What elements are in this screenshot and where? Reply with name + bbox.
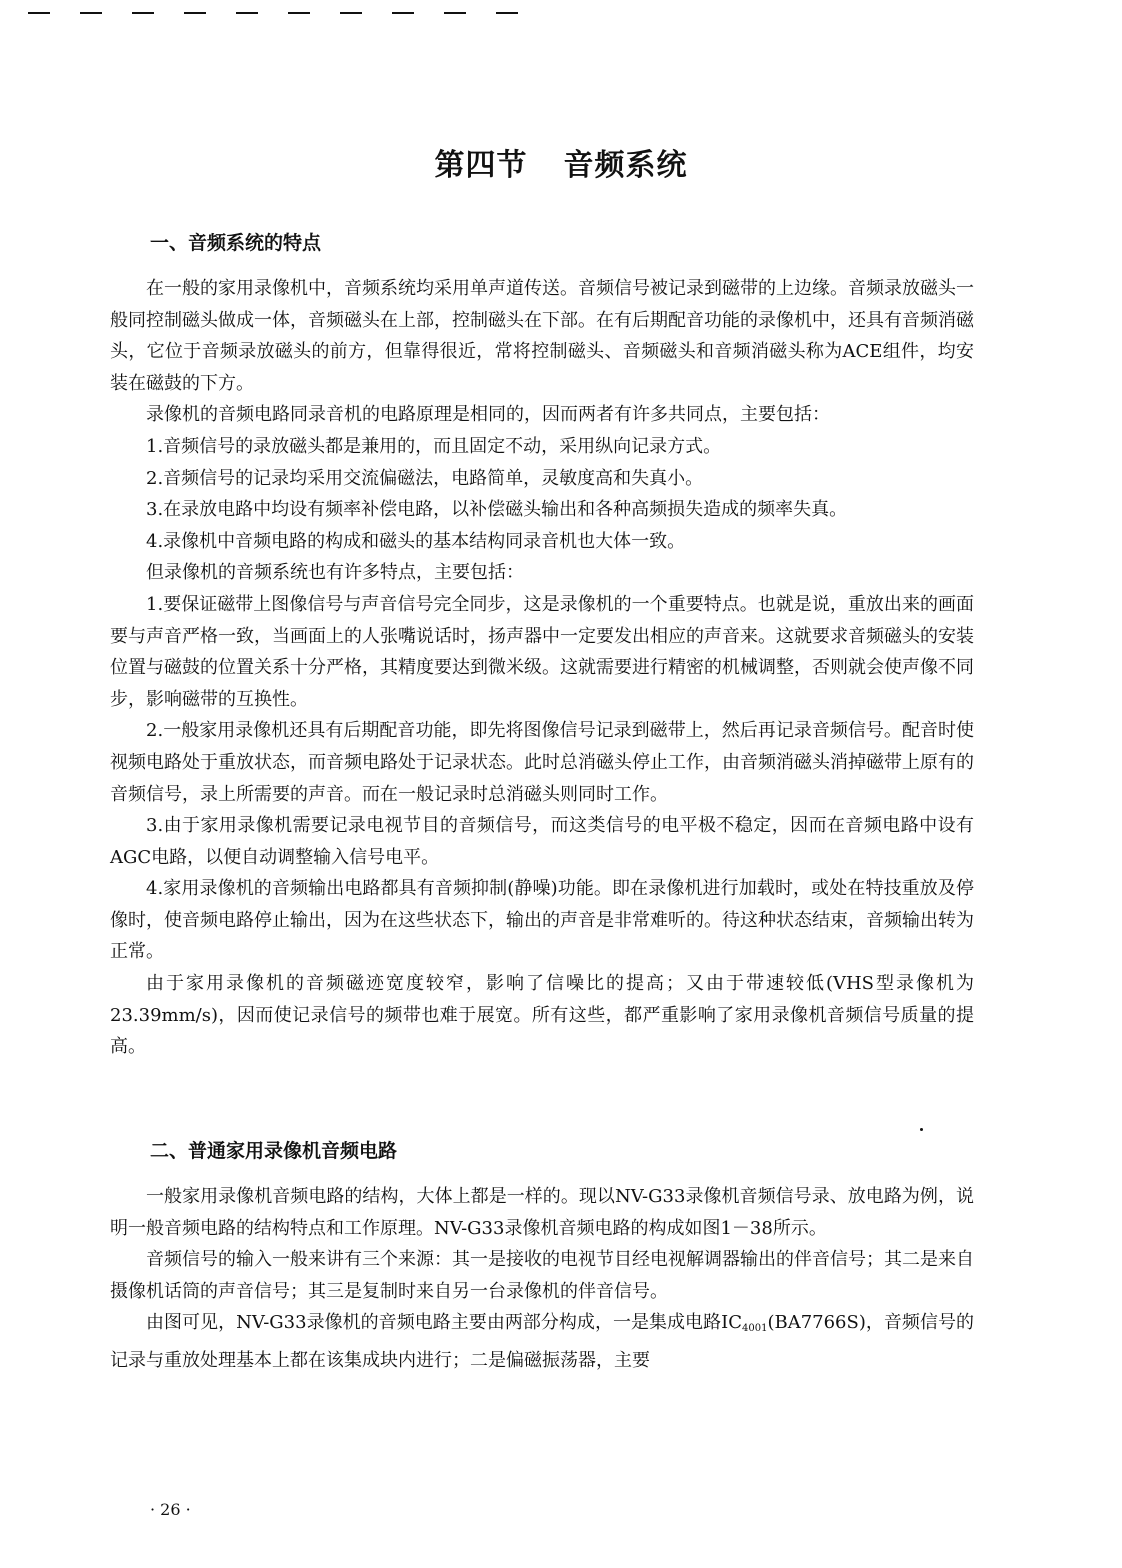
paragraph-text: (BA7766S)，音频信号的记录与重放处理基本上都在该集成块内进行；二是偏磁振荡器，主要 xyxy=(110,1312,974,1371)
paragraph: 3.由于家用录像机需要记录电视节目的音频信号，而这类信号的电平极不稳定，因而在音频电路中设有AGC电路，以便自动调整输入信号电平。 xyxy=(110,815,974,868)
stray-dot xyxy=(920,1128,923,1131)
section-1-body xyxy=(110,273,974,1063)
paragraph: 1.要保证磁带上图像信号与声音信号完全同步，这是录像机的一个重要特点。也就是说，重放出来的画面要与声音严格一致，当画面上的人张嘴说话时，扬声器中一定要发出相应的声音来。这就要求音频磁头的安装位置与磁鼓的位置关系十分严格，其精度要达到微米级。这就需要进行精密的机械调整，否则就会使声像不同步，影响磁带的互换性。 xyxy=(110,593,974,710)
page-number: · 26 · xyxy=(150,1500,191,1519)
paragraph: 4.家用录像机的音频输出电路都具有音频抑制(静噪)功能。即在录像机进行加载时，或处在特技重放及停像时，使音频电路停止输出，因为在这些状态下，输出的声音是非常难听的。待这种状态结束，音频输出转为正常。 xyxy=(110,878,974,963)
paragraph: 但录像机的音频系统也有许多特点，主要包括： xyxy=(146,562,524,584)
paragraph: 录像机的音频电路同录音机的电路原理是相同的，因而两者有许多共同点，主要包括： xyxy=(146,404,830,426)
paragraph: 在一般的家用录像机中，音频系统均采用单声道传送。音频信号被记录到磁带的上边缘。音频录放磁头一般同控制磁头做成一体，音频磁头在上部，控制磁头在下部。在有后期配音功能的录像机中，还具有音频消磁头，它位于音频录放磁头的前方，但靠得很近，常将控制磁头、音频磁头和音频消磁头称为ACE组件，均安装在磁鼓的下方。 xyxy=(110,278,974,394)
page-title xyxy=(0,140,1122,184)
subscript: 4001 xyxy=(742,1323,768,1335)
paragraph: 2.一般家用录像机还具有后期配音功能，即先将图像信号记录到磁带上，然后再记录音频信号。配音时使视频电路处于重放状态，而音频电路处于记录状态。此时总消磁头停止工作，由音频消磁头消掉磁带上原有的音频信号，录上所需要的声音。而在一般记录时总消磁头则同时工作。 xyxy=(110,720,974,805)
title-part-2: 音频系统 xyxy=(563,148,688,183)
paragraph: 4.录像机中音频电路的构成和磁头的基本结构同录音机也大体一致。 xyxy=(146,530,686,552)
paragraph: 1.音频信号的录放磁头都是兼用的，而且固定不动，采用纵向记录方式。 xyxy=(146,435,722,457)
paragraph-text: 由图可见，NV-G33录像机的音频电路主要由两部分构成，一是集成电路IC xyxy=(146,1312,742,1334)
paragraph: 一般家用录像机音频电路的结构，大体上都是一样的。现以NV-G33录像机音频信号录、放电路为例，说明一般音频电路的结构特点和工作原理。NV-G33录像机音频电路的构成如图1－38所示。 xyxy=(110,1186,974,1239)
paragraph: 由于家用录像机的音频磁迹宽度较窄，影响了信噪比的提高；又由于带速较低(VHS型录像机为23.39mm/s)，因而使记录信号的频带也难于展宽。所有这些，都严重影响了家用录像机音频信号质量的提高。 xyxy=(110,973,974,1058)
paragraph-last xyxy=(110,1307,974,1376)
title-part-1: 第四节 xyxy=(434,148,528,183)
scan-edge-marks xyxy=(28,12,528,16)
paragraph: 音频信号的输入一般来讲有三个来源：其一是接收的电视节目经电视解调器输出的伴音信号；其二是来自摄像机话筒的声音信号；其三是复制时来自另一台录像机的伴音信号。 xyxy=(110,1249,974,1302)
section-heading-1: 一、音频系统的特点 xyxy=(150,232,322,254)
paragraph: 3.在录放电路中均设有频率补偿电路，以补偿磁头输出和各种高频损失造成的频率失真。 xyxy=(146,499,848,521)
section-heading-2: 二、普通家用录像机音频电路 xyxy=(150,1140,398,1162)
section-2-body xyxy=(110,1181,974,1377)
paragraph: 2.音频信号的记录均采用交流偏磁法，电路简单，灵敏度高和失真小。 xyxy=(146,467,704,489)
